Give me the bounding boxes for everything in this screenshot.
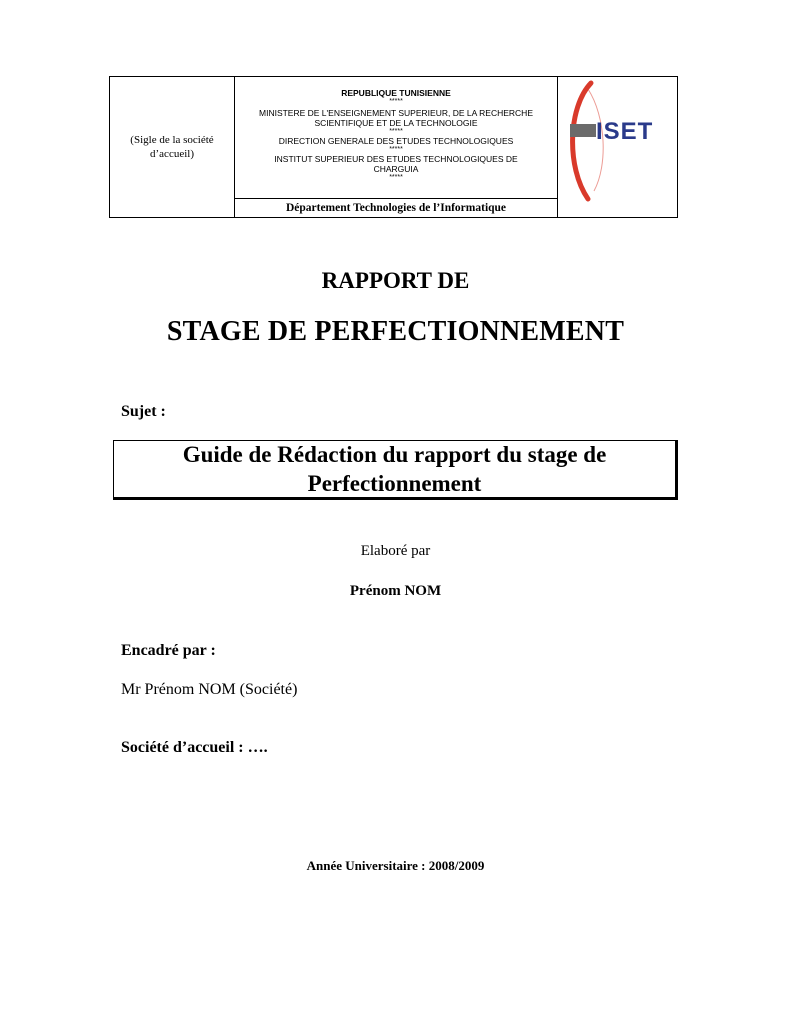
host-company-label: Société d’accueil : …. <box>121 739 268 756</box>
subject-label: Sujet : <box>121 403 166 420</box>
iset-logo-icon <box>558 77 678 217</box>
department-label: Département Technologies de l’Informatique <box>235 198 557 214</box>
report-title-line1: RAPPORT DE <box>321 268 470 293</box>
company-sigle-text: (Sigle de la société d’accueil) <box>130 134 214 160</box>
logo-lettering: ISET <box>596 118 654 145</box>
direction-label: DIRECTION GENERALE DES ETUDES TECHNOLOGIQUES <box>278 136 514 146</box>
institute-label: INSTITUT SUPERIEUR DES ETUDES TECHNOLOGIQUES DE CHARGUIA <box>274 154 518 174</box>
header-table <box>109 76 678 218</box>
separator-stars: ***** <box>389 146 403 153</box>
company-logo-placeholder <box>110 77 235 217</box>
academic-year: Année Universitaire : 2008/2009 <box>306 858 485 873</box>
report-title-line2: STAGE DE PERFECTIONNEMENT <box>166 316 625 347</box>
supervisor-label: Encadré par : <box>121 642 216 659</box>
author-name: Prénom NOM <box>349 583 442 599</box>
subject-text: Guide de Rédaction du rapport du stage de Perfectionnement <box>182 442 607 496</box>
institution-block <box>235 77 558 217</box>
iset-logo <box>558 77 677 217</box>
republic-label: REPUBLIQUE TUNISIENNE <box>341 88 451 98</box>
supervisor-name: Mr Prénom NOM (Société) <box>121 681 298 698</box>
author-label: Elaboré par <box>360 543 431 559</box>
separator-stars: ***** <box>389 174 403 181</box>
separator-stars: ***** <box>389 98 403 105</box>
separator-stars: ***** <box>389 128 403 135</box>
ministry-label: MINISTERE DE L'ENSEIGNEMENT SUPERIEUR, DE LA RECHERCHE SCIENTIFIQUE ET DE LA TECHNOLOGIE <box>259 108 533 128</box>
subject-box <box>113 440 678 500</box>
